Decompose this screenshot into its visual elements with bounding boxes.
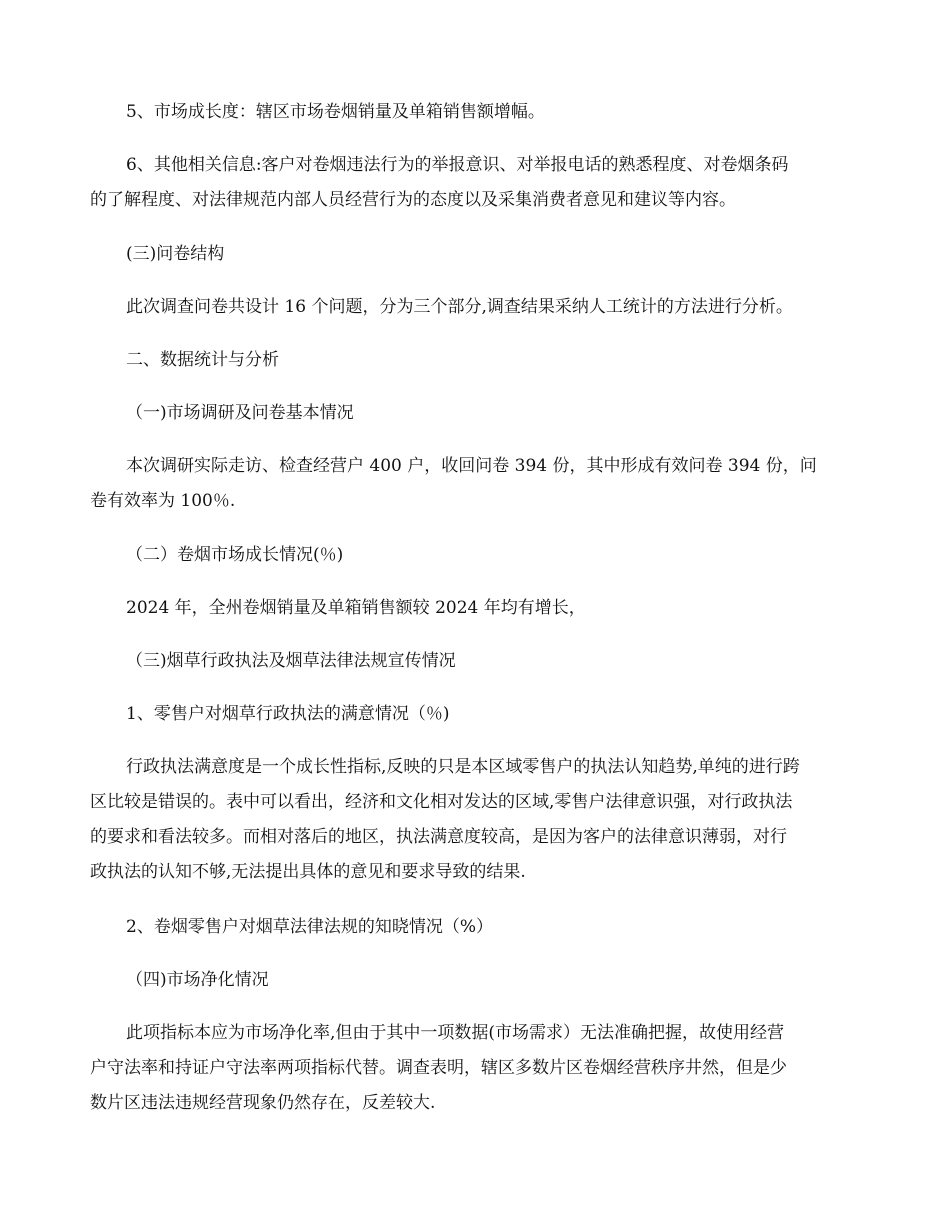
paragraph-other-info	[90, 148, 860, 218]
text-line: 此次调查问卷共设计 16 个问题，分为三个部分,调查结果采纳人工统计的方法进行分析。	[126, 297, 793, 317]
text-line: 的要求和看法较多。而相对落后的地区，执法满意度较高，是因为客户的法律意识薄弱，对行	[90, 827, 787, 847]
paragraph-purification-analysis	[90, 1016, 860, 1121]
text-line: 本次调研实际走访、检查经营户 400 户，收回问卷 394 份，其中形成有效问卷 394 份，问	[126, 456, 817, 476]
text-line: 数片区违法违规经营现象仍然存在，反差较大.	[90, 1093, 436, 1113]
text-line: 2024 年，全州卷烟销量及单箱销售额较 2024 年均有增长，	[126, 598, 586, 618]
text-line: （三)烟草行政执法及烟草法律法规宣传情况	[126, 651, 456, 671]
heading-questionnaire-structure	[90, 237, 860, 272]
text-line: 1、零售户对烟草行政执法的满意情况（％)	[126, 704, 450, 724]
heading-market-growth	[90, 538, 860, 573]
text-line: 政执法的认知不够,无法提出具体的意见和要求导致的结果.	[90, 862, 526, 882]
text-line: 2、卷烟零售户对烟草法律法规的知晓情况（%）	[126, 917, 493, 937]
text-line: （四)市场净化情况	[126, 970, 269, 990]
text-line: 卷有效率为 100％.	[90, 491, 236, 511]
heading-market-purification	[90, 963, 860, 998]
paragraph-questionnaire-design	[90, 290, 860, 325]
text-line: 户守法率和持证户守法率两项指标代替。调查表明，辖区多数片区卷烟经营秩序井然，但是少	[90, 1058, 787, 1078]
text-line: (三)问卷结构	[126, 244, 225, 264]
text-line: （一)市场调研及问卷基本情况	[126, 403, 354, 423]
heading-enforcement-satisfaction	[90, 697, 860, 732]
paragraph-satisfaction-analysis	[90, 750, 860, 890]
heading-law-awareness	[90, 910, 860, 945]
text-line: 6、其他相关信息:客户对卷烟违法行为的举报意识、对举报电话的熟悉程度、对卷烟条码	[126, 155, 789, 175]
text-line: 区比较是错误的。表中可以看出，经济和文化相对发达的区域,零售户法律意识强，对行政执法	[90, 792, 793, 812]
text-line: 此项指标本应为市场净化率,但由于其中一项数据(市场需求）无法准确把握，故使用经营	[126, 1023, 785, 1043]
paragraph-market-growth	[90, 95, 860, 130]
text-line: （二）卷烟市场成长情况(％)	[126, 545, 344, 565]
text-line: 行政执法满意度是一个成长性指标,反映的只是本区域零售户的执法认知趋势,单纯的进行跨	[126, 757, 800, 777]
paragraph-survey-stats	[90, 449, 860, 519]
paragraph-sales-growth	[90, 591, 860, 626]
text-line: 的了解程度、对法律规范内部人员经营行为的态度以及采集消费者意见和建议等内容。	[90, 190, 736, 210]
text-line: 二、数据统计与分析	[126, 350, 279, 370]
text-line: 5、市场成长度：辖区市场卷烟销量及单箱销售额增幅。	[126, 102, 545, 122]
heading-survey-basics	[90, 396, 860, 431]
heading-data-analysis	[90, 343, 860, 378]
heading-law-enforcement	[90, 644, 860, 679]
